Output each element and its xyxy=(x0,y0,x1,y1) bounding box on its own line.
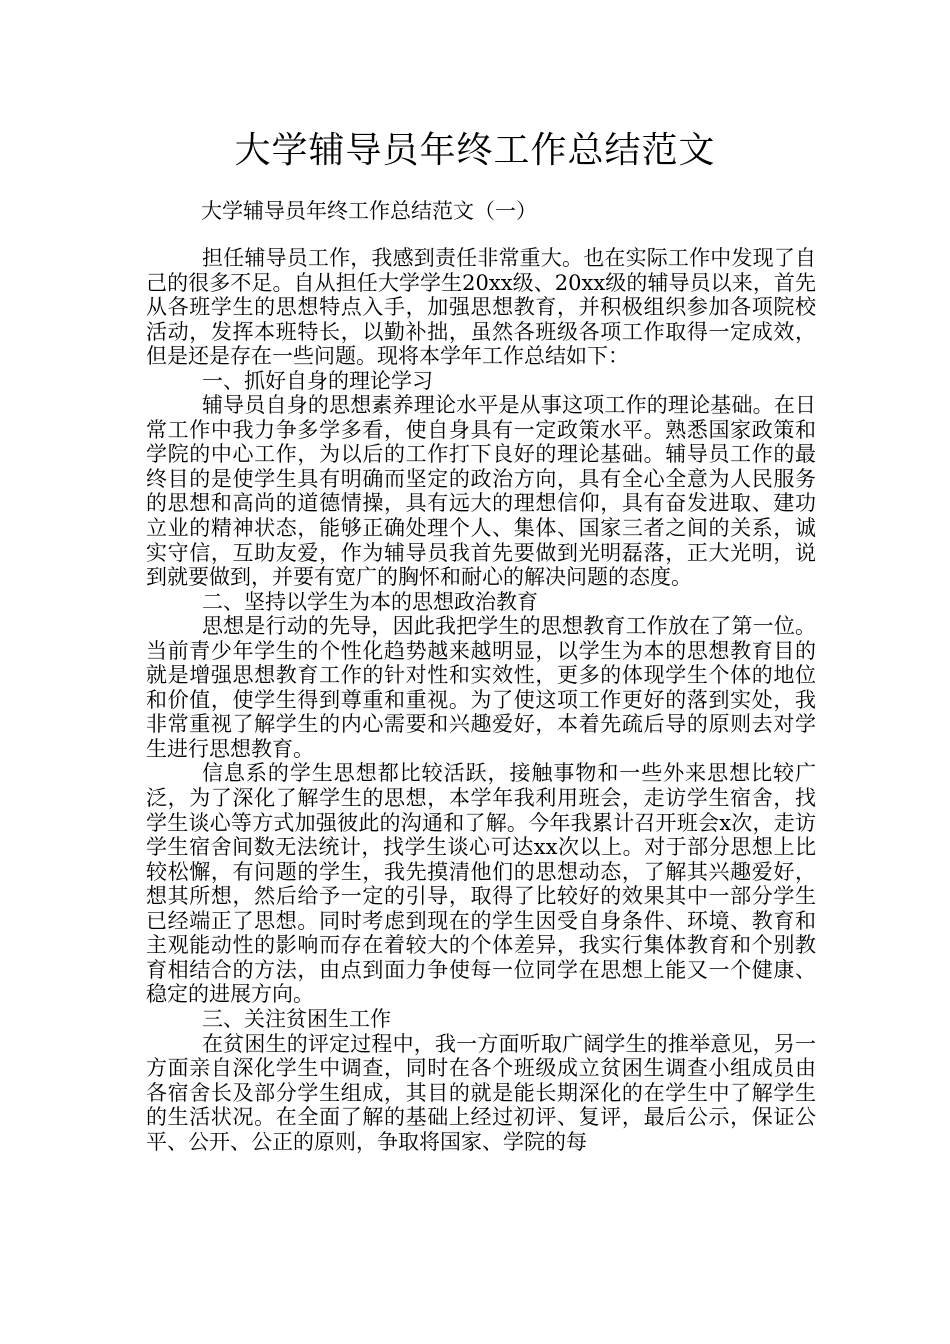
paragraph-student-communication: 信息系的学生思想都比较活跃，接触事物和一些外来思想比较广泛，为了深化了解学生的思想，本学年我利用班会，走访学生宿舍，找学生谈心等方式加强彼此的沟通和了解。今年我累计召开班会x次，走访学生宿舍间数无法统计，找学生谈心可达xx次以上。对于部分思想上比较松懈，有问题的学生，我先摸清他们的思想动态，了解其兴趣爱好，想其所想，然后给予一定的引导，取得了比较好的效果其中一部分学生已经端正了思想。同时考虑到现在的学生因受自身条件、环境、教育和主观能动性的影响而存在着较大的个体差异，我实行集体教育和个别教育相结合的方法，由点到面力争使每一位同学在思想上能又一个健康、稳定的进展方向。 xyxy=(146,761,816,1007)
section-heading-2: 二、坚持以学生为本的思想政治教育 xyxy=(202,589,538,614)
paragraph-thought-education: 思想是行动的先导，因此我把学生的思想教育工作放在了第一位。当前青少年学生的个性化趋势越来越明显，以学生为本的思想教育目的就是增强思想教育工作的针对性和实效性，更多的体现学生个体的地位和价值，使学生得到尊重和重视。为了使这项工作更好的落到实处，我非常重视了解学生的内心需要和兴趣爱好，本着先疏后导的原则去对学生进行思想教育。 xyxy=(146,614,816,761)
paragraph-poor-students: 在贫困生的评定过程中，我一方面听取广阔学生的推举意见，另一方面亲自深化学生中调查，同时在各个班级成立贫困生调查小组成员由各宿舍长及部分学生组成，其目的就是能长期深化的在学生中了解学生的生活状况。在全面了解的基础上经过初评、复评，最后公示，保证公平、公开、公正的原则，争取将国家、学院的每 xyxy=(146,1031,816,1154)
paragraph-intro: 担任辅导员工作，我感到责任非常重大。也在实际工作中发现了自己的很多不足。自从担任大学学生20xx级、20xx级的辅导员以来，首先从各班学生的思想特点入手，加强思想教育，并积极组织参加各项院校活动，发挥本班特长，以勤补拙，虽然各班级各项工作取得一定成效，但是还是存在一些问题。现将本学年工作总结如下： xyxy=(146,246,816,369)
paragraph-theory-study: 辅导员自身的思想素养理论水平是从事这项工作的理论基础。在日常工作中我力争多学多看，使自身具有一定政策水平。熟悉国家政策和学院的中心工作，为以后的工作打下良好的理论基础。辅导员工作的最终目的是使学生具有明确而坚定的政治方向，具有全心全意为人民服务的思想和高尚的道德情操，具有远大的理想信仰，具有奋发进取、建功立业的精神状态，能够正确处理个人、集体、国家三者之间的关系，诚实守信，互助友爱，作为辅导员我首先要做到光明磊落，正大光明，说到就要做到，并要有宽广的胸怀和耐心的解决问题的态度。 xyxy=(146,393,816,590)
document-body xyxy=(146,246,816,1154)
section-heading-3: 三、关注贫困生工作 xyxy=(202,1006,391,1031)
document-title: 大学辅导员年终工作总结范文 xyxy=(234,130,716,171)
section-heading-1: 一、抓好自身的理论学习 xyxy=(202,368,433,393)
document-subtitle: 大学辅导员年终工作总结范文（一） xyxy=(201,199,537,223)
